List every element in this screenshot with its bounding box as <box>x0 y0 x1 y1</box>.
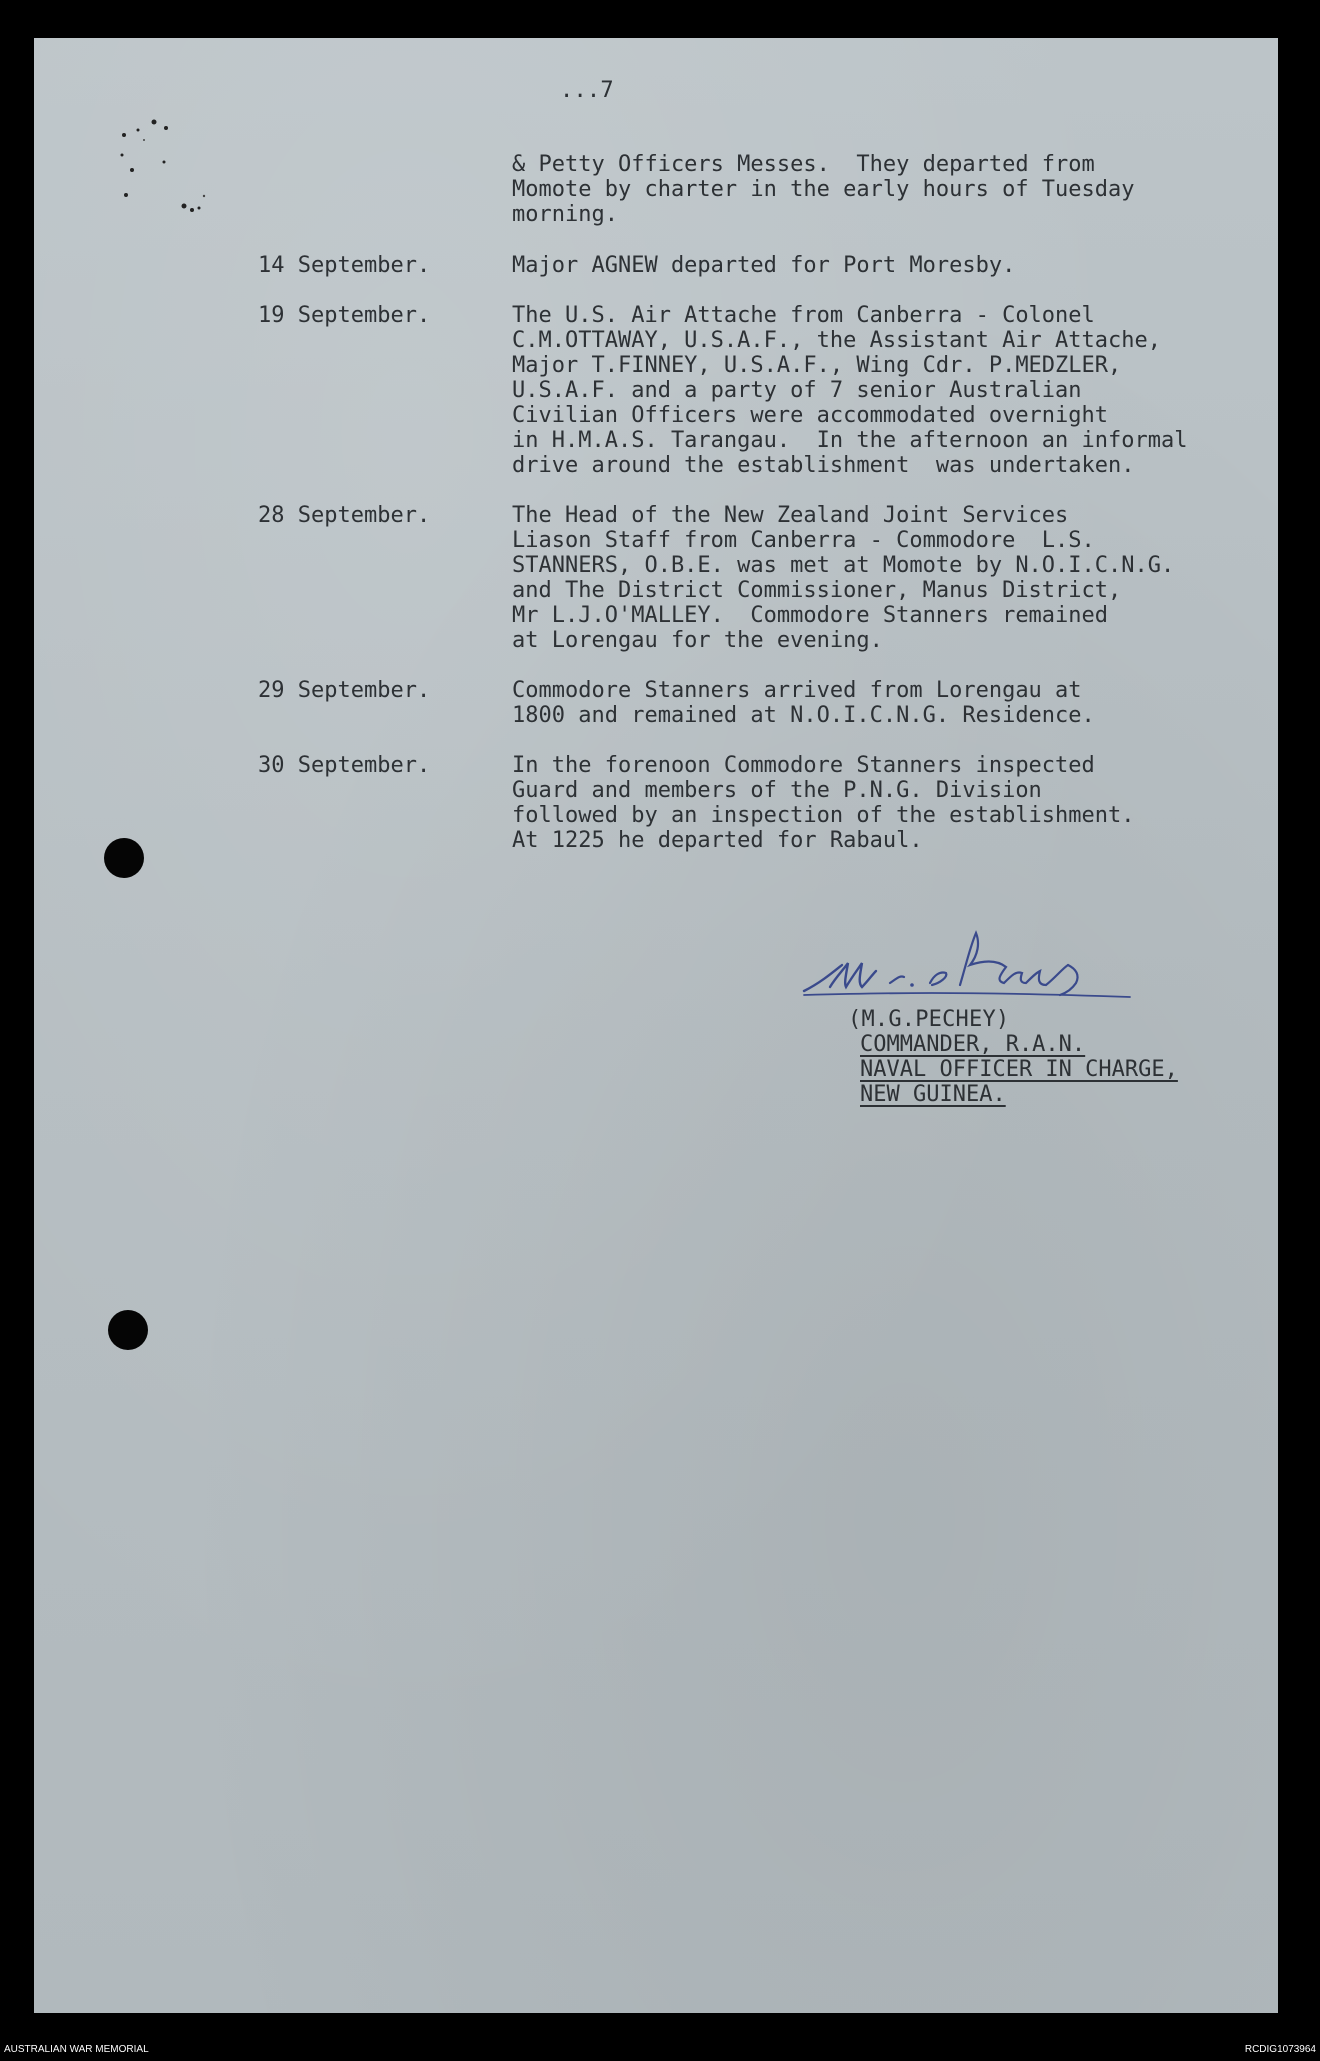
entry-line: Commodore Stanners arrived from Lorengau at <box>512 678 1082 703</box>
entry-line: U.S.A.F. and a party of 7 senior Australian <box>512 378 1082 403</box>
archive-reference: RCDIG1073964 <box>1244 2044 1316 2055</box>
entry-date: 29 September. <box>258 678 431 703</box>
entry-line: in H.M.A.S. Tarangau. In the afternoon an informal <box>512 428 1188 453</box>
entry-line: Major AGNEW departed for Port Moresby. <box>512 253 1016 278</box>
entry-line: Mr L.J.O'MALLEY. Commodore Stanners remained <box>512 603 1109 628</box>
entry-date: 28 September. <box>258 503 431 528</box>
entry-text <box>512 253 1015 278</box>
entry-line: In the forenoon Commodore Stanners inspected <box>512 753 1095 778</box>
entry-line: Civilian Officers were accommodated overnight <box>512 403 1109 428</box>
entry-line: at Lorengau for the evening. <box>512 628 883 653</box>
entry-text <box>512 503 1174 653</box>
signatory-title-line-1: NAVAL OFFICER IN CHARGE, <box>860 1057 1178 1082</box>
handwritten-signature <box>800 925 1140 1005</box>
entry-line: At 1225 he departed for Rabaul. <box>512 828 923 853</box>
entry-line: followed by an inspection of the establishment. <box>512 803 1135 828</box>
entry-line: 1800 and remained at N.O.I.C.N.G. Residence. <box>512 703 1095 728</box>
entry-line: drive around the establishment was undertaken. <box>512 453 1135 478</box>
entry-text <box>512 303 1188 478</box>
entry-line: Guard and members of the P.N.G. Division <box>512 778 1042 803</box>
entry-date: 14 September. <box>258 253 431 278</box>
signatory-title-line-2: NEW GUINEA. <box>860 1082 1006 1107</box>
signatory-name: (M.G.PECHEY) <box>848 1007 1010 1032</box>
entry-line: & Petty Officers Messes. They departed from <box>512 152 1095 177</box>
entry-line: and The District Commissioner, Manus District, <box>512 578 1122 603</box>
entry-line: The U.S. Air Attache from Canberra - Colonel <box>512 303 1095 328</box>
entry-text <box>512 753 1135 853</box>
entry-line: Major T.FINNEY, U.S.A.F., Wing Cdr. P.MEDZLER, <box>512 353 1122 378</box>
entry-text <box>512 678 1095 728</box>
entry-line: morning. <box>512 202 618 227</box>
entry-text <box>512 152 1135 227</box>
entry-line: C.M.OTTAWAY, U.S.A.F., the Assistant Air Attache, <box>512 328 1162 353</box>
entry-date: 19 September. <box>258 303 431 328</box>
staple-marks <box>104 110 224 230</box>
entry-line: STANNERS, O.B.E. was met at Momote by N.O.I.C.N.G. <box>512 553 1175 578</box>
page-number: ...7 <box>560 78 614 103</box>
entry-line: The Head of the New Zealand Joint Services <box>512 503 1069 528</box>
archive-credit: AUSTRALIAN WAR MEMORIAL <box>4 2044 149 2055</box>
punch-hole <box>104 838 144 878</box>
entry-line: Momote by charter in the early hours of Tuesday <box>512 177 1135 202</box>
entry-line: Liason Staff from Canberra - Commodore L.S. <box>512 528 1095 553</box>
punch-hole <box>108 1310 148 1350</box>
entry-date: 30 September. <box>258 753 431 778</box>
signatory-rank: COMMANDER, R.A.N. <box>860 1032 1086 1057</box>
